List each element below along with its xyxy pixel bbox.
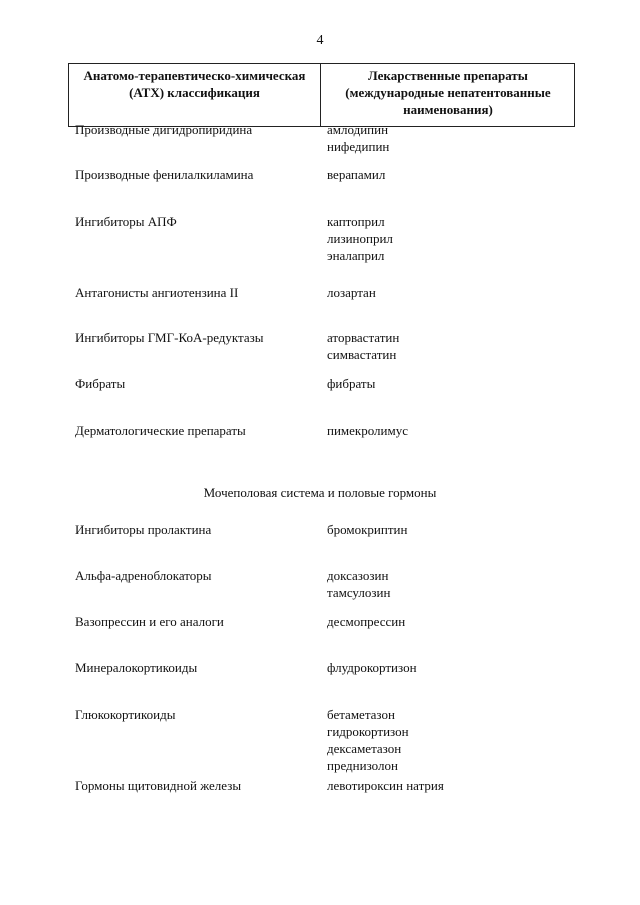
- drug-name: эналаприл: [327, 248, 385, 263]
- drug-name: фибраты: [327, 376, 376, 391]
- row-group: Вазопрессин и его аналоги: [75, 614, 224, 629]
- drug-name: симвастатин: [327, 347, 397, 362]
- drug-name: аторвастатин: [327, 330, 400, 345]
- row-drugs: [327, 166, 385, 183]
- row-drugs: [327, 521, 407, 538]
- row-drugs: [327, 567, 390, 601]
- row-group: Производные дигидропиридина: [75, 122, 253, 137]
- drug-name: гидрокортизон: [327, 724, 409, 739]
- row-drugs: [327, 659, 417, 676]
- row-group: Альфа-адреноблокаторы: [75, 568, 212, 583]
- row-group: Гормоны щитовидной железы: [75, 778, 242, 793]
- drug-name: флудрокортизон: [327, 660, 417, 675]
- column-divider: [320, 64, 321, 126]
- row-group: Глюкокортикоиды: [75, 707, 176, 722]
- drug-name: лозартан: [327, 285, 376, 300]
- row-drugs: [327, 613, 405, 630]
- header-drug-names: Лекарственные препараты (международные непатентованные наименования): [345, 68, 551, 117]
- row-group: Ингибиторы АПФ: [75, 214, 177, 229]
- row-drugs: [327, 777, 444, 794]
- drug-name: дексаметазон: [327, 741, 402, 756]
- drug-name: пимекролимус: [327, 423, 408, 438]
- table-header: [68, 63, 575, 127]
- row-drugs: [327, 121, 389, 155]
- row-drugs: [327, 422, 408, 439]
- header-atc-classification: Анатомо-терапевтическо-химическая (АТХ) классификация: [83, 68, 306, 100]
- row-drugs: [327, 213, 393, 264]
- row-group: Дерматологические препараты: [75, 423, 246, 438]
- drug-name: доксазозин: [327, 568, 389, 583]
- section-title: Мочеполовая система и половые гормоны: [203, 485, 437, 500]
- drug-name: нифедипин: [327, 139, 390, 154]
- row-group: Минералокортикоиды: [75, 660, 198, 675]
- drug-name: бромокриптин: [327, 522, 408, 537]
- row-drugs: [327, 375, 375, 392]
- row-drugs: [327, 284, 376, 301]
- drug-name: левотироксин натрия: [327, 778, 444, 793]
- row-group: Ингибиторы пролактина: [75, 522, 212, 537]
- drug-name: преднизолон: [327, 758, 398, 773]
- drug-name: десмопрессин: [327, 614, 406, 629]
- row-group: Фибраты: [75, 376, 126, 391]
- drug-name: амлодипин: [327, 122, 389, 137]
- page-number: 4: [316, 33, 324, 48]
- row-group: Производные фенилалкиламина: [75, 167, 254, 182]
- row-group: Ингибиторы ГМГ-КоА-редуктазы: [75, 330, 264, 345]
- drug-name: лизиноприл: [327, 231, 393, 246]
- drug-name: каптоприл: [327, 214, 385, 229]
- drug-name: бетаметазон: [327, 707, 395, 722]
- drug-name: верапамил: [327, 167, 386, 182]
- row-drugs: [327, 706, 409, 774]
- row-group: Антагонисты ангиотензина II: [75, 285, 239, 300]
- row-drugs: [327, 329, 399, 363]
- drug-name: тамсулозин: [327, 585, 391, 600]
